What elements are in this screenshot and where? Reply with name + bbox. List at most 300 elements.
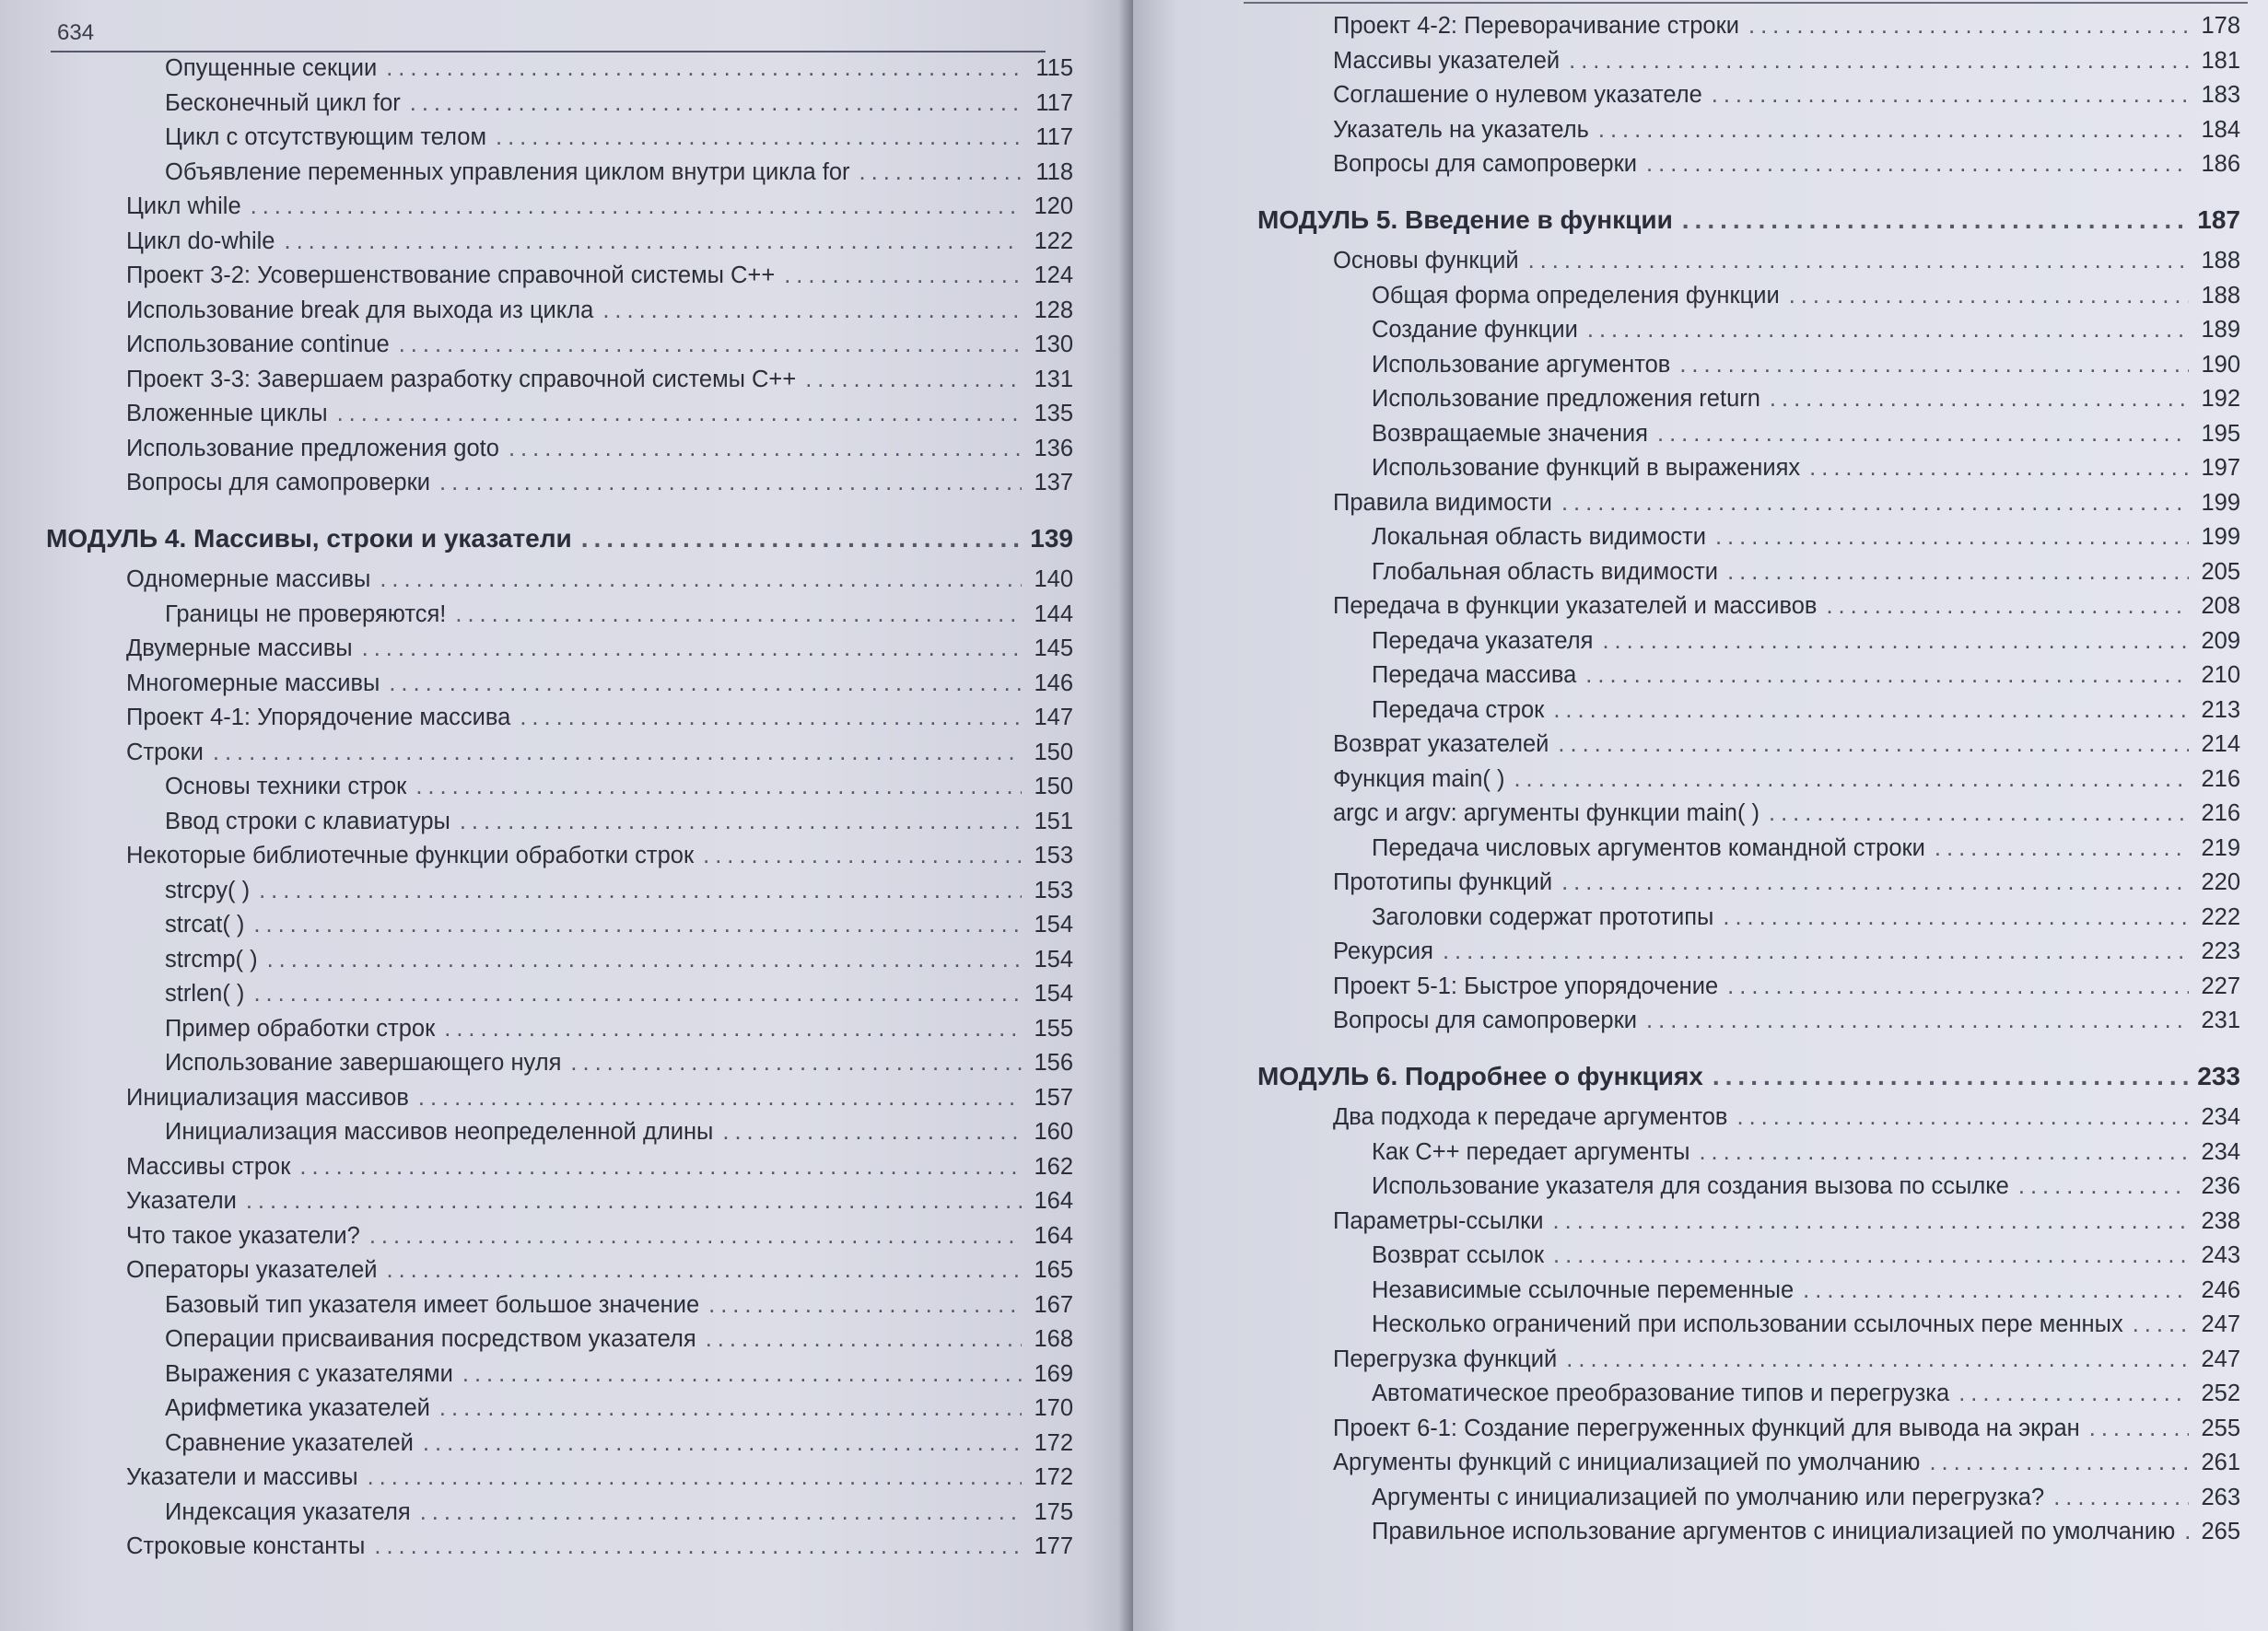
toc-entry (1294, 866, 2240, 901)
toc-entry (1294, 935, 2240, 970)
toc-module-heading (1257, 203, 2240, 238)
dot-leader (462, 1357, 1022, 1392)
toc-entry-label: Параметры-ссылки (1333, 1207, 1544, 1234)
toc-entry (1294, 9, 2240, 44)
dot-leader (1789, 279, 2189, 314)
dot-leader (703, 839, 1022, 874)
dot-leader (1727, 555, 2189, 590)
toc-entry-page: 243 (2201, 1242, 2240, 1268)
toc-entry (1294, 313, 2240, 348)
dot-leader (722, 1115, 1022, 1150)
toc-entry-label: Массивы указателей (1333, 47, 1561, 74)
toc-entry-page: 234 (2201, 1104, 2240, 1130)
toc-entry (88, 328, 1073, 363)
toc-entry (88, 667, 1073, 702)
dot-leader (460, 805, 1022, 840)
toc-entry-page: 189 (2201, 317, 2240, 343)
toc-entry-label: strcat( ) (165, 912, 245, 938)
dot-leader (389, 667, 1022, 702)
toc-entry-label: МОДУЛЬ 4. Массивы, строки и указатели (46, 523, 572, 553)
dot-leader (410, 87, 1022, 122)
toc-entry-label: Вопросы для самопроверки (1333, 1008, 1638, 1033)
toc-entry (88, 1219, 1073, 1254)
toc-entry (1294, 382, 2240, 417)
toc-entry (88, 943, 1073, 978)
toc-entry-page: 199 (2201, 524, 2240, 550)
dot-leader (1558, 728, 2189, 763)
toc-entry (1294, 589, 2240, 624)
toc-entry-label: Проект 3-3: Завершаем разработку справочной системы C++ (126, 366, 797, 392)
toc-entry-label: Использование аргументов (1372, 351, 1671, 378)
dot-leader (439, 466, 1022, 501)
toc-entry (1294, 1515, 2240, 1550)
toc-entry-label: Массивы строк (126, 1153, 291, 1180)
toc-entry (1294, 970, 2240, 1005)
toc-entry-label: Указатель на указатель (1333, 116, 1589, 143)
dot-leader (362, 632, 1022, 667)
dot-leader (369, 1219, 1022, 1254)
toc-entry-label: strcpy( ) (165, 877, 251, 903)
toc-entry-label: Аргументы функций с инициализацией по умолчанию (1333, 1450, 1921, 1475)
toc-entry-label: Пример обработки строк (165, 1015, 436, 1042)
toc-entry (88, 701, 1073, 736)
toc-entry-label: Правильное использование аргументов с инициализацией по умолчанию (1372, 1519, 2176, 1544)
toc-entry-label: Основы функций (1333, 248, 1519, 274)
toc-entry-label: Многомерные массивы (126, 670, 380, 696)
toc-entry-page: 205 (2201, 558, 2240, 585)
dot-leader (520, 701, 1022, 736)
toc-entry-label: Перегрузка функций (1333, 1346, 1558, 1372)
toc-entry-page: 192 (2201, 386, 2240, 412)
toc-entry-page: 136 (1034, 435, 1073, 461)
dot-leader (1826, 589, 2189, 624)
toc-entry-page: 247 (2201, 1346, 2240, 1372)
toc-entry-page: 216 (2201, 800, 2240, 826)
dot-leader (1770, 382, 2189, 417)
toc-entry-page: 154 (1034, 912, 1073, 938)
dot-leader (1727, 970, 2189, 1005)
toc-entry (1294, 348, 2240, 383)
dot-leader (253, 977, 1022, 1012)
toc-entry-label: Строки (126, 739, 204, 765)
toc-entry-label: Базовый тип указателя имеет большое значение (165, 1291, 700, 1318)
dot-leader (1699, 1136, 2189, 1171)
toc-entry (1294, 417, 2240, 452)
dot-leader (1713, 1059, 2188, 1094)
toc-entry-page: 210 (2201, 662, 2240, 688)
toc-entry-page: 137 (1034, 470, 1073, 495)
toc-entry-page: 216 (2201, 765, 2240, 792)
dot-leader (1748, 9, 2189, 44)
toc-entry-page: 122 (1034, 227, 1073, 254)
toc-entry-page: 238 (2201, 1207, 2240, 1234)
toc-entry-label: Указатели и массивы (126, 1464, 358, 1490)
toc-entry-label: Передача в функции указателей и массивов (1333, 593, 1818, 619)
toc-entry-page: 164 (1034, 1188, 1073, 1214)
toc-entry-label: МОДУЛЬ 6. Подробнее о функциях (1257, 1061, 1703, 1090)
toc-entry-page: 170 (1034, 1395, 1073, 1421)
toc-entry-page: 175 (1034, 1498, 1073, 1525)
toc-entry-label: Передача указателя (1372, 627, 1594, 654)
toc-entry-page: 130 (1034, 332, 1073, 357)
dot-leader (602, 294, 1022, 329)
toc-entry (88, 805, 1073, 840)
dot-leader (399, 328, 1022, 363)
toc-entry-label: strlen( ) (165, 981, 245, 1007)
toc-entry-label: Арифметика указателей (165, 1395, 430, 1421)
left-toc-list (46, 52, 1073, 1565)
toc-entry-page: 263 (2201, 1484, 2240, 1510)
toc-entry (88, 1288, 1073, 1323)
dot-leader (1809, 451, 2189, 486)
toc-entry-label: strcmp( ) (165, 946, 258, 973)
toc-entry-page: 154 (1034, 946, 1073, 973)
toc-entry-page: 209 (2201, 627, 2240, 654)
toc-entry (88, 1150, 1073, 1185)
dot-leader (418, 1081, 1022, 1116)
dot-leader (1682, 203, 2189, 238)
toc-entry (1294, 486, 2240, 521)
toc-entry-label: Аргументы с инициализацией по умолчанию или перегрузка? (1372, 1484, 2045, 1510)
toc-entry-page: 261 (2201, 1450, 2240, 1475)
toc-entry (88, 190, 1073, 225)
toc-entry-label: Проект 4-1: Упорядочение массива (126, 705, 511, 730)
toc-entry-page: 220 (2201, 869, 2240, 895)
toc-entry-label: Правила видимости (1333, 489, 1552, 516)
toc-entry-page: 131 (1034, 366, 1073, 392)
dot-leader (386, 52, 1022, 87)
toc-entry-label: Опущенные секции (165, 55, 378, 81)
dot-leader (1561, 486, 2189, 521)
toc-entry-page: 181 (2201, 47, 2240, 74)
toc-entry-label: Проект 6-1: Создание перегруженных функций для вывода на экран (1333, 1415, 2080, 1441)
toc-entry-label: Возврат указателей (1333, 731, 1549, 757)
dot-leader (1585, 658, 2189, 693)
dot-leader (380, 563, 1022, 598)
left-page (0, 0, 1128, 1631)
toc-entry-label: Возврат ссылок (1372, 1242, 1545, 1268)
dot-leader (784, 259, 1022, 294)
toc-entry-label: Использование предложения return (1372, 386, 1760, 412)
toc-entry-page: 195 (2201, 420, 2240, 447)
toc-entry (88, 632, 1073, 667)
toc-entry (1294, 763, 2240, 798)
toc-entry-page: 169 (1034, 1360, 1073, 1387)
toc-entry-page: 236 (2201, 1173, 2240, 1199)
toc-entry (88, 466, 1073, 501)
dot-leader (708, 1288, 1022, 1323)
toc-entry (88, 397, 1073, 432)
toc-entry (1294, 244, 2240, 279)
toc-entry (1294, 44, 2240, 79)
toc-entry-page: 165 (1034, 1257, 1073, 1283)
toc-entry (88, 121, 1073, 156)
dot-leader (1935, 832, 2189, 867)
dot-leader (570, 1046, 1022, 1081)
toc-entry (1294, 1239, 2240, 1274)
toc-entry-page: 172 (1034, 1464, 1073, 1490)
dot-leader (284, 225, 1022, 260)
toc-entry-page: 184 (2201, 116, 2240, 143)
toc-entry (88, 1427, 1073, 1462)
toc-entry-page: 147 (1034, 705, 1073, 730)
toc-entry-label: Операции присваивания посредством указателя (165, 1326, 696, 1352)
toc-entry (1294, 624, 2240, 659)
dot-leader (368, 1461, 1022, 1496)
toc-entry (88, 563, 1073, 598)
toc-entry-page: 197 (2201, 455, 2240, 481)
toc-entry (1294, 147, 2240, 182)
toc-entry (88, 1184, 1073, 1219)
dot-leader (1958, 1377, 2189, 1412)
dot-leader (581, 521, 1022, 556)
toc-entry-label: Проект 4-2: Переворачивание строки (1333, 13, 1739, 39)
toc-entry-label: Инициализация массивов (126, 1084, 409, 1111)
toc-entry-label: Использование continue (126, 332, 390, 357)
dot-leader (1528, 244, 2189, 279)
toc-entry-label: Границы не проверяются! (165, 600, 447, 627)
toc-entry-page: 222 (2201, 903, 2240, 930)
toc-entry-label: Независимые ссылочные переменные (1372, 1276, 1795, 1303)
dot-leader (1561, 866, 2189, 901)
toc-entry-page: 265 (2201, 1519, 2240, 1544)
dot-leader (444, 1012, 1022, 1047)
toc-entry-page: 199 (2201, 489, 2240, 516)
toc-entry-label: Прототипы функций (1333, 869, 1553, 895)
toc-entry-label: Рекурсия (1333, 938, 1433, 964)
toc-entry-page: 150 (1034, 774, 1073, 799)
toc-entry-label: Индексация указателя (165, 1498, 411, 1525)
toc-entry (88, 1012, 1073, 1047)
toc-entry-label: Использование завершающего нуля (165, 1050, 562, 1076)
dot-leader (1679, 348, 2189, 383)
toc-entry (1294, 113, 2240, 148)
toc-entry-page: 153 (1034, 877, 1073, 903)
dot-leader (1715, 520, 2189, 555)
dot-leader (1646, 1004, 2189, 1039)
toc-entry (1294, 555, 2240, 590)
toc-entry (1294, 78, 2240, 113)
right-page (1133, 0, 2268, 1631)
toc-entry-page: 146 (1034, 670, 1073, 696)
toc-entry (1294, 279, 2240, 314)
toc-entry-page: 177 (1034, 1533, 1073, 1559)
toc-entry-page: 255 (2201, 1415, 2240, 1441)
dot-leader (805, 363, 1022, 398)
dot-leader (415, 770, 1022, 805)
toc-entry-page: 246 (2201, 1276, 2240, 1303)
toc-entry-page: 187 (2197, 204, 2240, 234)
toc-entry-label: Создание функции (1372, 317, 1578, 343)
toc-entry-page: 140 (1034, 566, 1073, 592)
toc-entry (88, 598, 1073, 633)
toc-entry-page: 145 (1034, 635, 1073, 661)
toc-entry-label: Некоторые библиотечные функции обработки строк (126, 843, 695, 868)
toc-entry (88, 1081, 1073, 1116)
toc-entry (1294, 1343, 2240, 1378)
toc-entry-label: Двумерные массивы (126, 635, 353, 661)
dot-leader (387, 1253, 1022, 1288)
toc-entry (88, 87, 1073, 122)
toc-entry (88, 1357, 1073, 1392)
toc-entry-page: 252 (2201, 1381, 2240, 1406)
toc-entry-label: Функция main( ) (1333, 765, 1505, 792)
toc-entry (88, 770, 1073, 805)
toc-entry (88, 259, 1073, 294)
dot-leader (706, 1322, 1022, 1357)
toc-entry (88, 736, 1073, 771)
dot-leader (1929, 1446, 2189, 1481)
dot-leader (2089, 1412, 2189, 1447)
dot-leader (259, 874, 1022, 909)
toc-entry-label: МОДУЛЬ 5. Введение в функции (1257, 204, 1673, 234)
dot-leader (299, 1150, 1022, 1185)
dot-leader (1769, 797, 2189, 832)
toc-entry-page: 139 (1030, 523, 1073, 553)
dot-leader (1736, 1101, 2189, 1136)
toc-entry-label: Инициализация массивов неопределенной длины (165, 1119, 714, 1145)
toc-entry-label: Несколько ограничений при использовании ссылочных пере менных (1372, 1311, 2123, 1337)
dot-leader (455, 598, 1022, 633)
toc-entry (88, 432, 1073, 467)
toc-entry-label: Возвращаемые значения (1372, 420, 1648, 447)
toc-entry-page: 234 (2201, 1138, 2240, 1165)
toc-entry-label: Цикл с отсутствующим телом (165, 124, 486, 150)
toc-entry-page: 223 (2201, 938, 2240, 964)
toc-entry-label: Локальная область видимости (1372, 524, 1706, 550)
toc-entry (1294, 693, 2240, 728)
toc-entry-page: 157 (1034, 1084, 1073, 1111)
dot-leader (439, 1392, 1022, 1427)
toc-entry-page: 154 (1034, 981, 1073, 1007)
toc-entry-page: 117 (1035, 124, 1073, 150)
dot-leader (1587, 313, 2189, 348)
toc-entry (1294, 797, 2240, 832)
toc-entry (1294, 1205, 2240, 1240)
toc-entry-page: 155 (1034, 1015, 1073, 1042)
toc-entry (88, 225, 1073, 260)
toc-entry (1294, 1412, 2240, 1447)
toc-entry-label: Использование функций в выражениях (1372, 455, 1801, 481)
toc-entry-label: Вопросы для самопроверки (1333, 151, 1638, 177)
dot-leader (1657, 417, 2189, 452)
dot-leader (2133, 1308, 2189, 1343)
toc-entry-label: Операторы указателей (126, 1257, 378, 1283)
dot-leader (496, 121, 1022, 156)
toc-entry-page: 233 (2197, 1061, 2240, 1090)
toc-entry-page: 227 (2201, 973, 2240, 999)
toc-entry (1294, 1308, 2240, 1343)
toc-entry (1294, 1136, 2240, 1171)
toc-entry-label: Строковые константы (126, 1533, 366, 1559)
toc-entry-label: Что такое указатели? (126, 1222, 360, 1249)
dot-leader (423, 1427, 1022, 1462)
toc-entry-label: Соглашение о нулевом указателе (1333, 82, 1702, 108)
toc-entry-page: 150 (1034, 739, 1073, 765)
dot-leader (420, 1496, 1022, 1531)
toc-entry-label: Проект 5-1: Быстрое упорядочение (1333, 973, 1719, 999)
toc-entry-label: Передача числовых аргументов командной строки (1372, 834, 1925, 861)
toc-entry-label: argc и argv: аргументы функции main( ) (1333, 800, 1760, 826)
toc-entry-page: 231 (2201, 1008, 2240, 1033)
dot-leader (1646, 147, 2189, 182)
toc-entry-page: 128 (1034, 297, 1073, 323)
toc-entry (88, 1322, 1073, 1357)
toc-module-heading (46, 521, 1073, 556)
toc-entry-page: 188 (2201, 282, 2240, 309)
toc-entry (1294, 1274, 2240, 1309)
toc-entry (88, 1461, 1073, 1496)
toc-entry (88, 1046, 1073, 1081)
toc-entry (1294, 1481, 2240, 1516)
toc-entry (1294, 1004, 2240, 1039)
toc-entry-page: 172 (1034, 1429, 1073, 1456)
toc-entry-page: 178 (2201, 13, 2240, 39)
dot-leader (1723, 901, 2189, 936)
toc-entry (88, 908, 1073, 943)
toc-entry (1294, 1101, 2240, 1136)
toc-entry-page: 124 (1034, 262, 1073, 288)
toc-entry (1294, 451, 2240, 486)
toc-entry-page: 151 (1034, 808, 1073, 834)
toc-entry-page: 168 (1034, 1326, 1073, 1352)
toc-entry-label: Заголовки содержат прототипы (1372, 903, 1714, 930)
toc-entry (88, 1530, 1073, 1565)
toc-entry (88, 1253, 1073, 1288)
right-toc-list (1257, 9, 2240, 1550)
toc-entry-label: Основы техники строк (165, 774, 407, 799)
toc-entry-page: 115 (1035, 55, 1073, 81)
toc-entry-label: Автоматическое преобразование типов и перегрузка (1372, 1381, 1950, 1406)
toc-entry-page: 208 (2201, 593, 2240, 619)
dot-leader (1712, 78, 2189, 113)
dot-leader (337, 397, 1022, 432)
toc-entry-label: Цикл while (126, 193, 241, 219)
toc-entry (1294, 728, 2240, 763)
dot-leader (246, 1184, 1022, 1219)
dot-leader (1553, 1205, 2189, 1240)
dot-leader (251, 190, 1022, 225)
dot-leader (1566, 1343, 2189, 1378)
dot-leader (213, 736, 1022, 771)
toc-entry (88, 1115, 1073, 1150)
header-rule (1244, 2, 2248, 4)
toc-entry-label: Проект 3-2: Усовершенствование справочной системы C++ (126, 262, 776, 288)
toc-entry (1294, 520, 2240, 555)
toc-entry-label: Два подхода к передаче аргументов (1333, 1104, 1728, 1130)
toc-entry-page: 162 (1034, 1153, 1073, 1180)
toc-entry-label: Одномерные массивы (126, 566, 371, 592)
toc-entry-label: Выражения с указателями (165, 1360, 453, 1387)
toc-entry-label: Использование break для выхода из цикла (126, 297, 594, 323)
dot-leader (374, 1530, 1022, 1565)
toc-entry-page: 186 (2201, 151, 2240, 177)
toc-entry-page: 160 (1034, 1119, 1073, 1145)
dot-leader (1803, 1274, 2189, 1309)
toc-entry-page: 213 (2201, 696, 2240, 723)
toc-entry (88, 874, 1073, 909)
dot-leader (1598, 113, 2189, 148)
dot-leader (2053, 1481, 2189, 1516)
toc-entry-page: 247 (2201, 1311, 2240, 1337)
toc-entry-label: Использование указателя для создания вызова по ссылке (1372, 1173, 2009, 1199)
toc-entry (1294, 1170, 2240, 1205)
toc-entry (1294, 1377, 2240, 1412)
dot-leader (1602, 624, 2189, 659)
toc-entry (88, 1392, 1073, 1427)
toc-entry-label: Передача строк (1372, 696, 1545, 723)
toc-entry-label: Ввод строки с клавиатуры (165, 808, 450, 834)
